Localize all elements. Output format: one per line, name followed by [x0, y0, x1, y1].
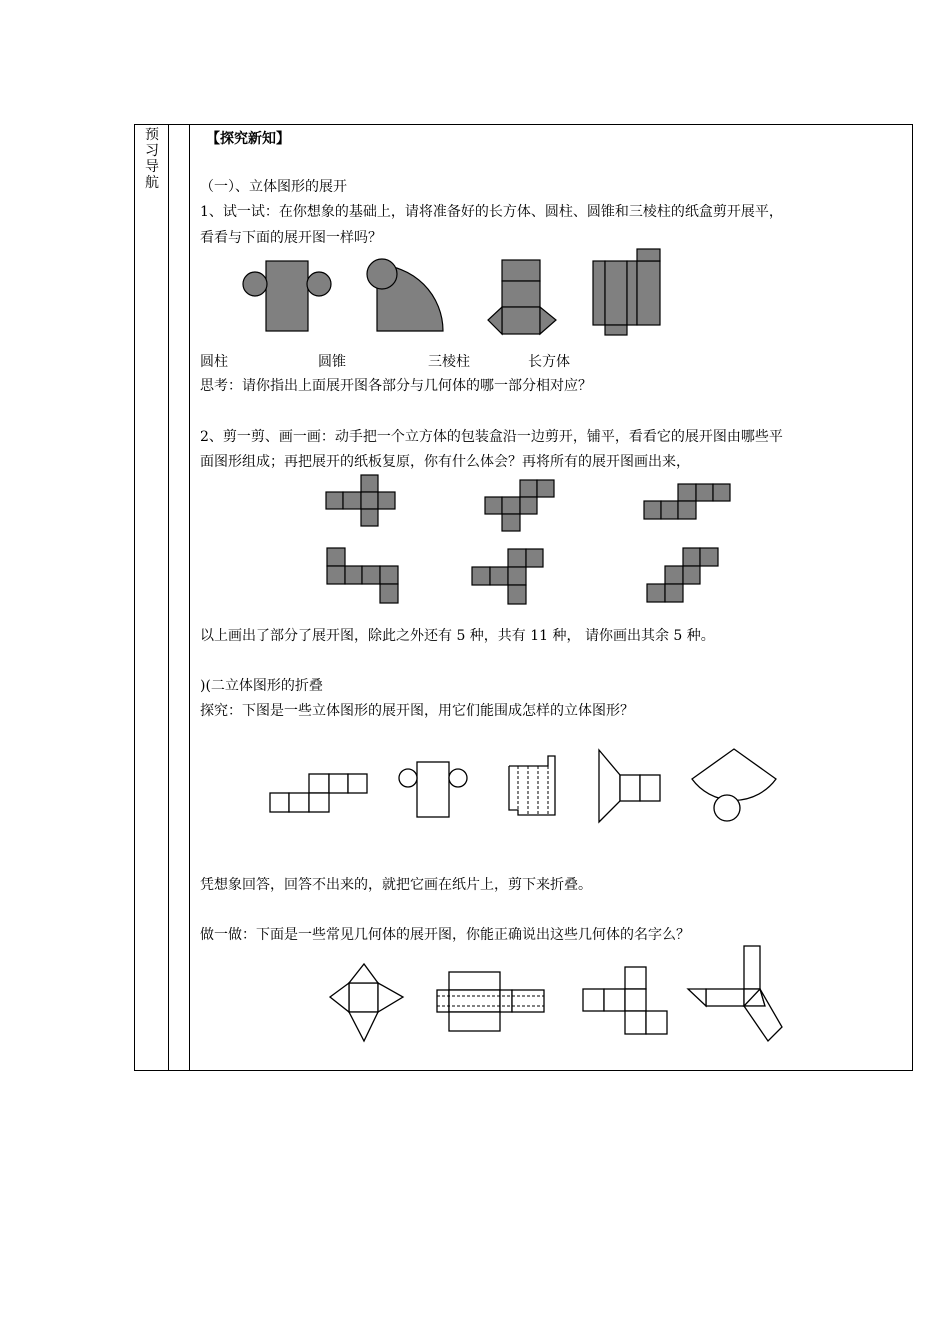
- cube-net-2: [485, 480, 554, 531]
- section-title: 【探究新知】: [206, 131, 290, 147]
- cylinder-net-figure: [243, 261, 331, 331]
- cuboid-net-figure: [593, 249, 660, 335]
- fold-net-3: [509, 756, 555, 815]
- cone-net-figure: [367, 259, 443, 331]
- do-it-question: 做一做：下面是一些常见几何体的展开图，你能正确说出这些几何体的名字么？: [200, 927, 690, 943]
- task1-line1: 1、试一试：在你想象的基础上，请将准备好的长方体、圆柱、圆锥和三棱柱的纸盒剪开展平，: [200, 204, 783, 220]
- label-cuboid: 长方体: [528, 354, 570, 370]
- side-label: 预习导航: [145, 127, 159, 191]
- cube-net-4: [327, 548, 398, 603]
- label-triangular-prism: 三棱柱: [428, 354, 470, 370]
- fold-net-2: [399, 762, 467, 817]
- cube-outline-net: [583, 967, 667, 1034]
- cuboid-outline-net: [437, 972, 544, 1031]
- answer-hint: 凭想象回答，回答不出来的，就把它画在纸片上，剪下来折叠。: [200, 877, 592, 893]
- cube-net-note: 以上画出了部分了展开图，除此之外还有 5 种，共有 11 种， 请你画出其余 5 种。: [200, 628, 715, 644]
- cube-net-1: [326, 475, 395, 526]
- cube-net-3: [644, 484, 730, 519]
- cube-net-5: [472, 549, 543, 604]
- part1-heading: （一）、立体图形的展开: [200, 179, 347, 195]
- fold-net-4: [599, 750, 660, 822]
- task2-line1: 2、剪一剪、画一画：动手把一个立方体的包装盒沿一边剪开，铺平，看看它的展开图由哪些平: [200, 429, 783, 445]
- fold-net-1: [270, 774, 367, 812]
- task2-line2: 面图形组成；再把展开的纸板复原，你有什么体会？再将所有的展开图画出来，: [200, 454, 690, 470]
- think-question: 思考：请你指出上面展开图各部分与几何体的哪一部分相对应？: [200, 378, 592, 394]
- triangular-prism-net-figure: [488, 260, 556, 334]
- triangular-prism-outline-net: [688, 946, 782, 1041]
- label-cylinder: 圆柱: [200, 354, 228, 370]
- fold-net-5: [692, 749, 776, 821]
- pyramid-net: [330, 964, 403, 1041]
- part2-heading: )(二立体图形的折叠: [200, 678, 323, 694]
- label-cone: 圆锥: [318, 354, 346, 370]
- task1-line2: 看看与下面的展开图一样吗？: [200, 230, 382, 246]
- explore-question: 探究：下图是一些立体图形的展开图，用它们能围成怎样的立体图形？: [200, 703, 634, 719]
- cube-net-6: [647, 548, 718, 602]
